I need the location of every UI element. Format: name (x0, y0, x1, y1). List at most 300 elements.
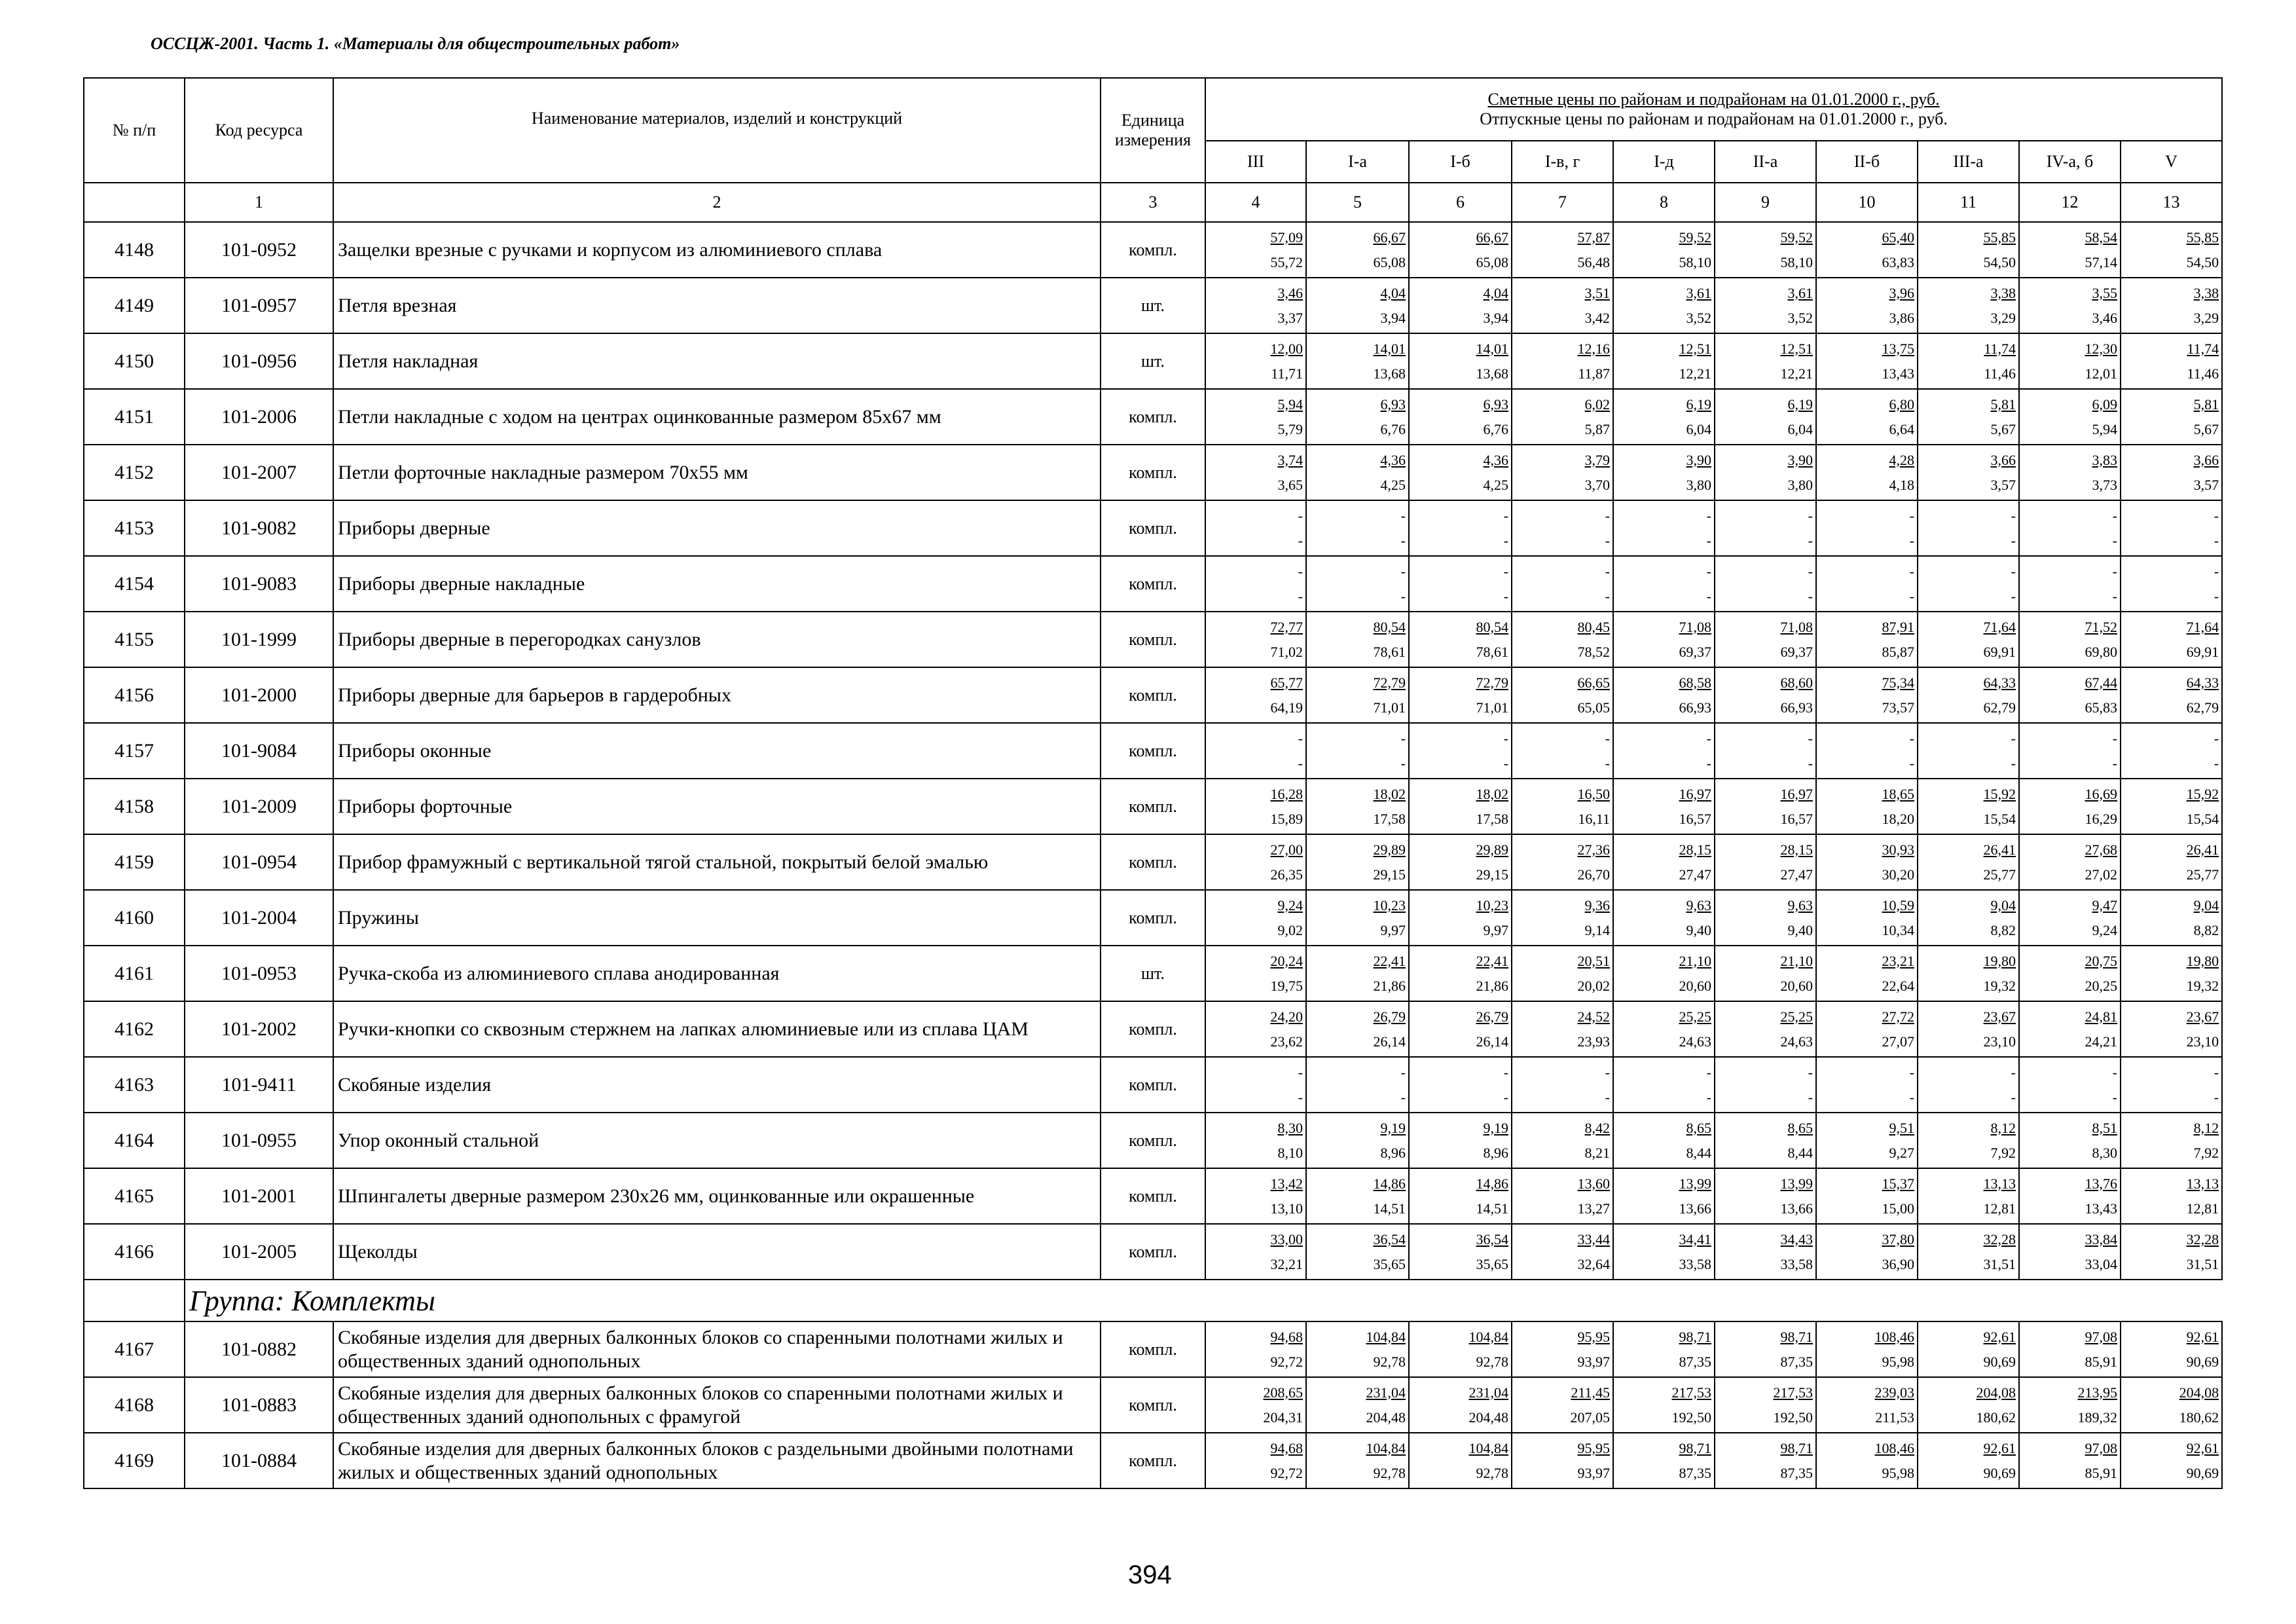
price-cell (1816, 1113, 1918, 1168)
selling-price: 22,64 (1882, 977, 1914, 994)
selling-price: - (1298, 754, 1303, 771)
selling-price: 92,78 (1476, 1353, 1508, 1370)
price-cell (1205, 222, 1306, 278)
selling-price: 12,01 (2085, 365, 2117, 382)
estimated-price: - (1808, 1063, 1813, 1080)
selling-price: 11,46 (1984, 365, 2016, 382)
table-row (84, 556, 2222, 612)
unit-of-measure: шт. (1101, 333, 1205, 389)
selling-price: 5,67 (1990, 420, 2016, 437)
estimated-price: 21,10 (1780, 952, 1813, 969)
estimated-price: 98,71 (1679, 1439, 1711, 1456)
price-cell (1613, 1433, 1715, 1488)
selling-price: 90,69 (1983, 1353, 2016, 1370)
estimated-price: 12,00 (1270, 340, 1303, 357)
selling-price: - (1400, 587, 1406, 604)
selling-price: 3,86 (1889, 309, 1914, 326)
price-cell (2019, 1168, 2121, 1224)
price-cell (1715, 1001, 1816, 1057)
price-cell (1816, 222, 1918, 278)
table-row (84, 1433, 2222, 1488)
price-cell (1409, 723, 1512, 779)
price-cell (1512, 723, 1613, 779)
table-row (84, 1113, 2222, 1168)
price-cell (1715, 500, 1816, 556)
material-name: Петли накладные с ходом на центрах оцинкованные размером 85х67 мм (333, 389, 1101, 445)
estimated-price: 9,24 (1277, 896, 1303, 913)
estimated-price: 58,54 (2085, 229, 2117, 246)
estimated-price: 3,46 (1277, 284, 1303, 301)
unit-of-measure: компл. (1101, 222, 1205, 278)
selling-price: 17,58 (1373, 810, 1406, 827)
price-cell (2121, 612, 2222, 667)
estimated-price: 5,81 (1990, 396, 2016, 413)
selling-price: 20,25 (2085, 977, 2117, 994)
selling-price: 55,72 (1270, 253, 1303, 270)
price-cell (1205, 667, 1306, 723)
estimated-price: - (2011, 563, 2016, 580)
price-cell (1918, 834, 2019, 890)
table-row (84, 389, 2222, 445)
price-cell (1205, 1168, 1306, 1224)
price-cell (2019, 779, 2121, 834)
row-number: 4157 (84, 723, 185, 779)
estimated-price: 6,19 (1686, 396, 1711, 413)
selling-price: - (1706, 754, 1711, 771)
selling-price: - (1605, 1088, 1610, 1105)
row-number: 4155 (84, 612, 185, 667)
selling-price: - (1808, 587, 1813, 604)
price-cell (1715, 612, 1816, 667)
estimated-price: 108,46 (1874, 1328, 1914, 1345)
estimated-price: 27,68 (2085, 841, 2117, 858)
material-name: Петля накладная (333, 333, 1101, 389)
header-num: № п/п (84, 78, 185, 183)
price-cell (1918, 946, 2019, 1001)
estimated-price: - (1909, 729, 1914, 747)
row-number: 4162 (84, 1001, 185, 1057)
selling-price: 12,21 (1780, 365, 1813, 382)
price-cell (1918, 1168, 2019, 1224)
price-cell (1409, 333, 1512, 389)
estimated-price: 13,42 (1270, 1175, 1303, 1192)
selling-price: 87,35 (1679, 1464, 1711, 1481)
price-cell (1613, 1001, 1715, 1057)
selling-price: - (1298, 1088, 1303, 1105)
selling-price: 3,65 (1277, 476, 1303, 493)
price-cell (2121, 779, 2222, 834)
estimated-price: 23,67 (1983, 1008, 2016, 1025)
selling-price: - (1605, 532, 1610, 549)
group-label: Группа: Комплекты (185, 1280, 2222, 1321)
estimated-price: - (1298, 1063, 1303, 1080)
price-cell (1816, 556, 1918, 612)
price-cell (1512, 500, 1613, 556)
selling-price: 180,62 (1976, 1409, 2016, 1426)
material-name: Приборы форточные (333, 779, 1101, 834)
resource-code: 101-0883 (185, 1377, 333, 1433)
estimated-price: - (1503, 507, 1508, 524)
selling-price: 54,50 (1983, 253, 2016, 270)
selling-price: 32,64 (1577, 1255, 1610, 1272)
price-cell (1715, 1224, 1816, 1280)
estimated-price: 28,15 (1780, 841, 1813, 858)
price-cell (2019, 1057, 2121, 1113)
price-cell (1715, 667, 1816, 723)
estimated-price: - (1400, 729, 1406, 747)
selling-price: 14,51 (1476, 1200, 1508, 1217)
table-row (84, 1224, 2222, 1280)
column-number: 10 (1816, 183, 1918, 222)
selling-price: 8,21 (1584, 1144, 1610, 1161)
estimated-price: 3,79 (1584, 451, 1610, 468)
row-number: 4168 (84, 1377, 185, 1433)
selling-price: - (1503, 532, 1508, 549)
price-cell (1613, 612, 1715, 667)
selling-price: 15,54 (2186, 810, 2219, 827)
column-number: 3 (1101, 183, 1205, 222)
selling-price: 5,79 (1277, 420, 1303, 437)
row-number: 4152 (84, 445, 185, 500)
estimated-price: 66,67 (1476, 229, 1508, 246)
estimated-price: - (1503, 729, 1508, 747)
selling-price: 56,48 (1577, 253, 1610, 270)
price-cell (1918, 500, 2019, 556)
estimated-price: 3,51 (1584, 284, 1610, 301)
selling-price: 13,43 (2085, 1200, 2117, 1217)
table-row (84, 723, 2222, 779)
estimated-price: 34,43 (1780, 1230, 1813, 1247)
column-number: 1 (185, 183, 333, 222)
unit-of-measure: компл. (1101, 612, 1205, 667)
selling-price: - (1706, 1088, 1711, 1105)
estimated-price: 15,37 (1882, 1175, 1914, 1192)
selling-price: - (2214, 532, 2219, 549)
resource-code: 101-2005 (185, 1224, 333, 1280)
selling-price: 9,02 (1277, 921, 1303, 938)
material-name: Щеколды (333, 1224, 1101, 1280)
selling-price: 85,87 (1882, 643, 1914, 660)
column-number: 7 (1512, 183, 1613, 222)
selling-price: 29,15 (1476, 866, 1508, 883)
estimated-price: 27,72 (1882, 1008, 1914, 1025)
price-cell (1918, 389, 2019, 445)
estimated-price: - (1605, 729, 1610, 747)
header-selling-prices: Отпускные цены по районам и подрайонам на 01.01.2000 г., руб. (1480, 109, 1948, 128)
selling-price: - (1400, 1088, 1406, 1105)
material-name: Ручка-скоба из алюминиевого сплава анодированная (333, 946, 1101, 1001)
estimated-price: 217,53 (1773, 1384, 1813, 1401)
estimated-price: 3,66 (2193, 451, 2219, 468)
price-cell (1715, 222, 1816, 278)
selling-price: 24,21 (2085, 1033, 2117, 1050)
estimated-price: 72,79 (1373, 674, 1406, 691)
estimated-price: 26,41 (1983, 841, 2016, 858)
estimated-price: 4,28 (1889, 451, 1914, 468)
price-cell (2121, 1433, 2222, 1488)
estimated-price: 6,93 (1483, 396, 1508, 413)
estimated-price: 95,95 (1577, 1439, 1610, 1456)
price-cell (1205, 1001, 1306, 1057)
price-cell (1613, 779, 1715, 834)
estimated-price: 8,30 (1277, 1119, 1303, 1136)
estimated-price: 16,69 (2085, 785, 2117, 802)
selling-price: 30,20 (1882, 866, 1914, 883)
selling-price: 9,14 (1584, 921, 1610, 938)
estimated-price: 95,95 (1577, 1328, 1610, 1345)
estimated-price: 21,10 (1679, 952, 1711, 969)
estimated-price: 9,47 (2092, 896, 2117, 913)
price-cell (2121, 556, 2222, 612)
price-cell (1613, 1224, 1715, 1280)
header-estimated-prices: Сметные цены по районам и подрайонам на 01.01.2000 г., руб. (1487, 90, 1940, 109)
price-cell (1306, 222, 1409, 278)
selling-price: 15,89 (1270, 810, 1303, 827)
material-name: Упор оконный стальной (333, 1113, 1101, 1168)
estimated-price: 213,95 (2077, 1384, 2117, 1401)
column-number-row (84, 183, 2222, 222)
selling-price: 69,37 (1780, 643, 1813, 660)
selling-price: 71,01 (1373, 699, 1406, 716)
estimated-price: - (1706, 563, 1711, 580)
resource-code: 101-0953 (185, 946, 333, 1001)
estimated-price: 231,04 (1468, 1384, 1508, 1401)
price-cell (1816, 389, 1918, 445)
selling-price: - (1808, 532, 1813, 549)
estimated-price: 67,44 (2085, 674, 2117, 691)
table-body (84, 222, 2222, 1488)
material-name: Прибор фрамужный с вертикальной тягой стальной, покрытый белой эмалью (333, 834, 1101, 890)
table-row (84, 1168, 2222, 1224)
column-number: 4 (1205, 183, 1306, 222)
estimated-price: 92,61 (2186, 1328, 2219, 1345)
unit-of-measure: компл. (1101, 389, 1205, 445)
price-cell (1306, 556, 1409, 612)
selling-price: 19,32 (1983, 977, 2016, 994)
estimated-price: 3,38 (1990, 284, 2016, 301)
selling-price: 16,29 (2085, 810, 2117, 827)
selling-price: 8,82 (2193, 921, 2219, 938)
price-cell (1816, 333, 1918, 389)
region-header: III-а (1918, 141, 2019, 183)
selling-price: 57,14 (2085, 253, 2117, 270)
resource-code: 101-9083 (185, 556, 333, 612)
price-cell (2019, 556, 2121, 612)
price-cell (1409, 1001, 1512, 1057)
selling-price: 87,35 (1780, 1464, 1813, 1481)
estimated-price: 37,80 (1882, 1230, 1914, 1247)
price-cell (1306, 1377, 1409, 1433)
resource-code: 101-2000 (185, 667, 333, 723)
estimated-price: 26,41 (2186, 841, 2219, 858)
price-cell (2019, 890, 2121, 946)
selling-price: 4,25 (1380, 476, 1406, 493)
estimated-price: 8,42 (1584, 1119, 1610, 1136)
estimated-price: 98,71 (1780, 1439, 1813, 1456)
unit-of-measure: шт. (1101, 278, 1205, 333)
table-row (84, 500, 2222, 556)
price-cell (1512, 1168, 1613, 1224)
estimated-price: 20,75 (2085, 952, 2117, 969)
price-cell (2019, 1377, 2121, 1433)
estimated-price: 13,99 (1780, 1175, 1813, 1192)
selling-price: 16,57 (1780, 810, 1813, 827)
row-number: 4148 (84, 222, 185, 278)
estimated-price: - (1909, 563, 1914, 580)
resource-code: 101-0957 (185, 278, 333, 333)
selling-price: 8,44 (1787, 1144, 1813, 1161)
resource-code: 101-9411 (185, 1057, 333, 1113)
estimated-price: - (1909, 507, 1914, 524)
price-cell (1205, 834, 1306, 890)
estimated-price: 19,80 (1983, 952, 2016, 969)
selling-price: 31,51 (1983, 1255, 2016, 1272)
selling-price: 180,62 (2179, 1409, 2219, 1426)
selling-price: 8,96 (1483, 1144, 1508, 1161)
price-cell (1816, 723, 1918, 779)
selling-price: - (1909, 532, 1914, 549)
unit-of-measure: компл. (1101, 779, 1205, 834)
price-cell (1306, 500, 1409, 556)
price-cell (1816, 445, 1918, 500)
price-cell (1613, 890, 1715, 946)
selling-price: 6,04 (1787, 420, 1813, 437)
estimated-price: 36,54 (1476, 1230, 1508, 1247)
column-number-blank (84, 183, 185, 222)
price-cell (1306, 1433, 1409, 1488)
selling-price: 65,83 (2085, 699, 2117, 716)
price-cell (1918, 1433, 2019, 1488)
region-header: II-а (1715, 141, 1816, 183)
price-cell (1306, 779, 1409, 834)
estimated-price: - (1400, 1063, 1406, 1080)
estimated-price: 6,02 (1584, 396, 1610, 413)
price-cell (1816, 1168, 1918, 1224)
selling-price: - (1909, 587, 1914, 604)
unit-of-measure: компл. (1101, 1113, 1205, 1168)
selling-price: - (1503, 754, 1508, 771)
resource-code: 101-2004 (185, 890, 333, 946)
price-cell (1306, 834, 1409, 890)
price-cell (2121, 1057, 2222, 1113)
row-number: 4156 (84, 667, 185, 723)
price-cell (2019, 1224, 2121, 1280)
selling-price: 69,37 (1679, 643, 1711, 660)
selling-price: 207,05 (1570, 1409, 1610, 1426)
estimated-price: - (2214, 1063, 2219, 1080)
column-number: 11 (1918, 183, 2019, 222)
price-cell (1512, 389, 1613, 445)
estimated-price: - (2112, 729, 2117, 747)
selling-price: - (1706, 587, 1711, 604)
selling-price: 3,29 (2193, 309, 2219, 326)
table-row (84, 333, 2222, 389)
price-cell (1409, 556, 1512, 612)
selling-price: 13,68 (1373, 365, 1406, 382)
selling-price: - (1298, 532, 1303, 549)
price-cell (1918, 667, 2019, 723)
price-cell (1205, 333, 1306, 389)
row-number: 4167 (84, 1321, 185, 1377)
selling-price: 65,08 (1373, 253, 1406, 270)
price-cell (2121, 1224, 2222, 1280)
price-cell (1613, 1113, 1715, 1168)
estimated-price: - (1706, 1063, 1711, 1080)
estimated-price: - (1605, 563, 1610, 580)
estimated-price: 32,28 (1983, 1230, 2016, 1247)
header-unit: Единица измерения (1101, 78, 1205, 183)
estimated-price: 3,74 (1277, 451, 1303, 468)
selling-price: 192,50 (1671, 1409, 1711, 1426)
price-cell (1306, 946, 1409, 1001)
price-cell (1205, 1377, 1306, 1433)
selling-price: 85,91 (2085, 1353, 2117, 1370)
material-name: Скобяные изделия для дверных балконных блоков с раздельными двойными полотнами жилых и общественных зданий однопольных (333, 1433, 1101, 1488)
selling-price: 20,02 (1577, 977, 1610, 994)
estimated-price: 6,93 (1380, 396, 1406, 413)
selling-price: 66,93 (1780, 699, 1813, 716)
region-header: IV-а, б (2019, 141, 2121, 183)
selling-price: 3,94 (1483, 309, 1508, 326)
material-name: Скобяные изделия для дверных балконных блоков со спаренными полотнами жилых и общественных зданий однопольных (333, 1321, 1101, 1377)
resource-code: 101-0956 (185, 333, 333, 389)
estimated-price: 34,41 (1679, 1230, 1711, 1247)
selling-price: 8,10 (1277, 1144, 1303, 1161)
price-cell (2121, 278, 2222, 333)
estimated-price: 64,33 (1983, 674, 2016, 691)
material-name: Приборы оконные (333, 723, 1101, 779)
selling-price: 5,67 (2193, 420, 2219, 437)
price-cell (1409, 389, 1512, 445)
unit-of-measure: компл. (1101, 723, 1205, 779)
estimated-price: - (2011, 729, 2016, 747)
selling-price: - (2112, 1088, 2117, 1105)
selling-price: 3,29 (1990, 309, 2016, 326)
table-row (84, 278, 2222, 333)
price-cell (2019, 389, 2121, 445)
header-prices (1205, 78, 2222, 141)
selling-price: 12,81 (2186, 1200, 2219, 1217)
estimated-price: 26,79 (1373, 1008, 1406, 1025)
estimated-price: 217,53 (1671, 1384, 1711, 1401)
column-number: 5 (1306, 183, 1409, 222)
estimated-price: 13,60 (1577, 1175, 1610, 1192)
region-header: I-а (1306, 141, 1409, 183)
selling-price: 92,78 (1476, 1464, 1508, 1481)
price-cell (1715, 1113, 1816, 1168)
price-cell (2019, 612, 2121, 667)
price-cell (1512, 445, 1613, 500)
estimated-price: 66,65 (1577, 674, 1610, 691)
estimated-price: 30,93 (1882, 841, 1914, 858)
selling-price: 29,15 (1373, 866, 1406, 883)
selling-price: 73,57 (1882, 699, 1914, 716)
resource-code: 101-9082 (185, 500, 333, 556)
price-cell (1918, 1321, 2019, 1377)
estimated-price: 59,52 (1679, 229, 1711, 246)
row-number: 4163 (84, 1057, 185, 1113)
price-cell (1409, 890, 1512, 946)
estimated-price: 71,52 (2085, 618, 2117, 635)
selling-price: 5,94 (2092, 420, 2117, 437)
selling-price: 12,21 (1679, 365, 1711, 382)
price-cell (1409, 834, 1512, 890)
estimated-price: 13,75 (1882, 340, 1914, 357)
price-cell (1613, 1321, 1715, 1377)
price-cell (1918, 612, 2019, 667)
estimated-price: 68,58 (1679, 674, 1711, 691)
price-cell (1715, 890, 1816, 946)
